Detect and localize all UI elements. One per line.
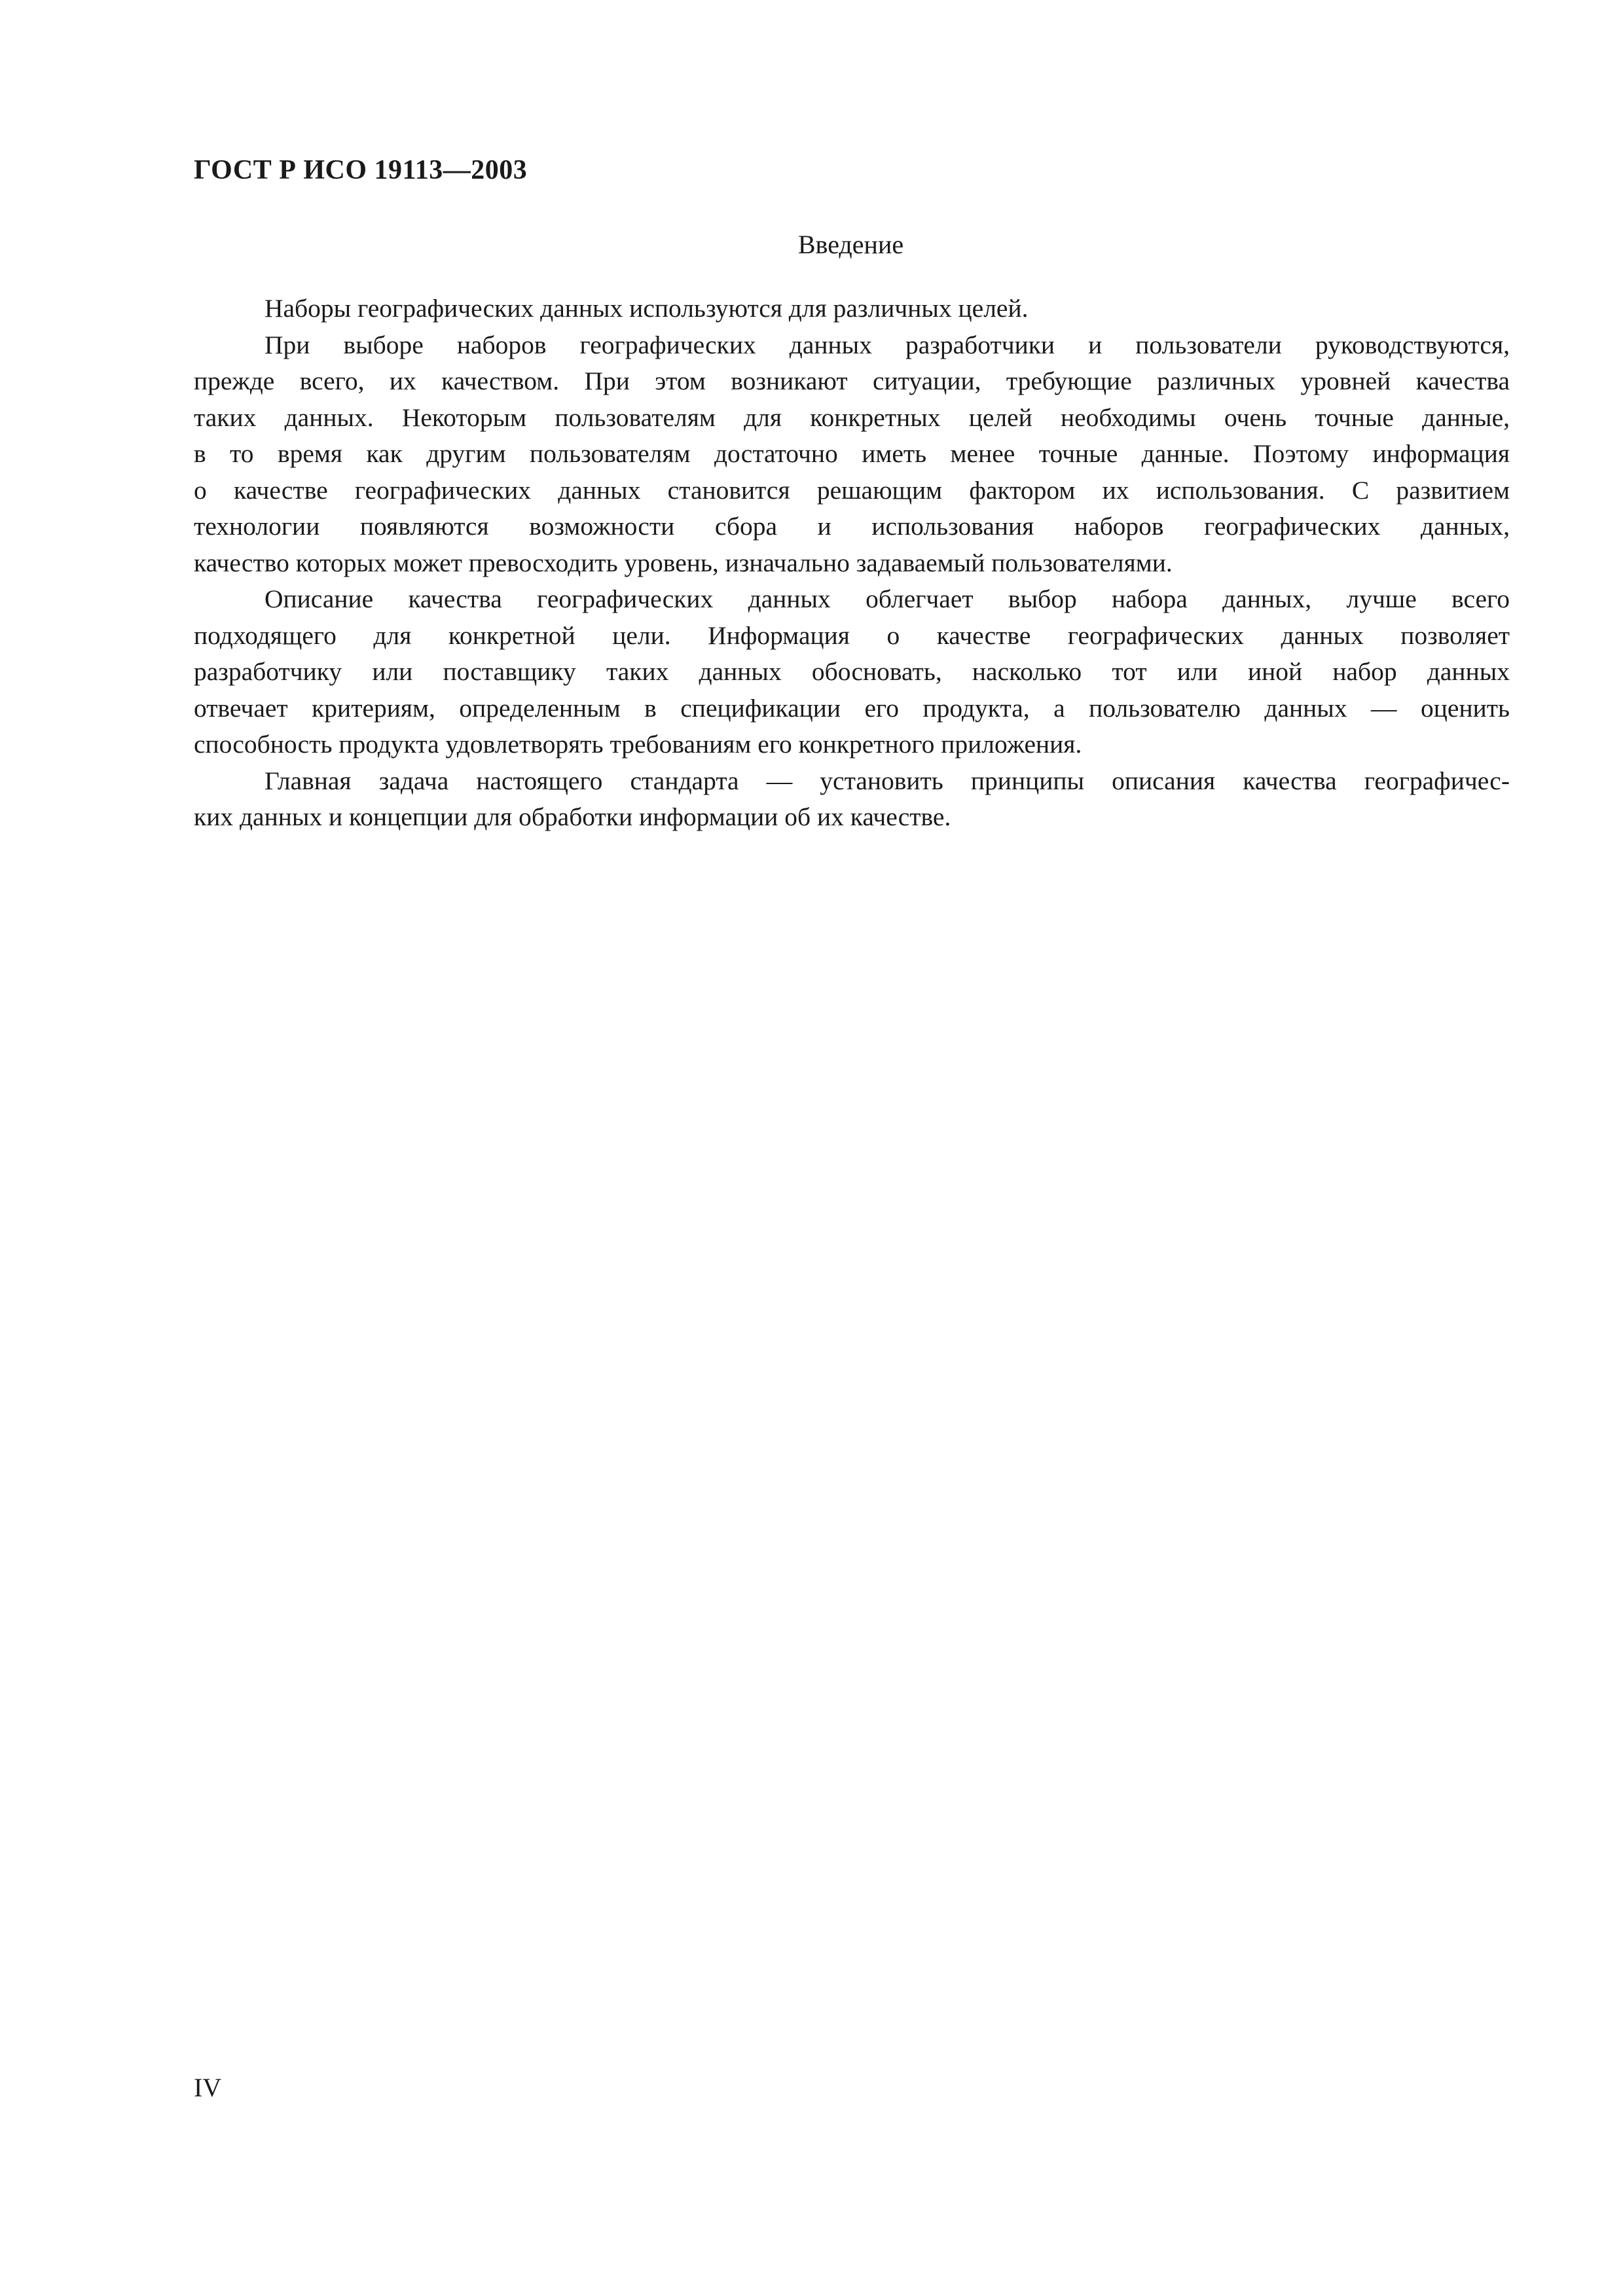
- text-line: При выборе наборов географических данных разработчики и пользователи руководствуются,: [264, 330, 1510, 359]
- body-text: [194, 291, 1510, 836]
- text-line: разработчику или поставщику таких данных обосновать, насколько тот или иной набор данных: [194, 657, 1510, 686]
- text-line: о качестве географических данных становится решающим фактором их использования. С развитием: [194, 475, 1510, 505]
- text-line: подходящего для конкретной цели. Информация о качестве географических данных позволяет: [194, 620, 1510, 650]
- text-line: в то время как другим пользователям достаточно иметь менее точные данные. Поэтому информация: [194, 439, 1510, 468]
- text-line: таких данных. Некоторым пользователям для конкретных целей необходимы очень точные данные,: [194, 403, 1510, 432]
- page-number: IV: [194, 2073, 222, 2102]
- text-line: отвечает критериям, определенным в спецификации его продукта, а пользователю данных — оценить: [194, 693, 1510, 723]
- text-line: способность продукта удовлетворять требованиям его конкретного приложения.: [194, 730, 1082, 759]
- section-title: Введение: [797, 230, 904, 259]
- text-line: ких данных и концепции для обработки информации об их качестве.: [194, 802, 951, 831]
- paragraph-1: [194, 291, 1510, 327]
- paragraph-4: [194, 763, 1510, 836]
- text-line: технологии появляются возможности сбора и использования наборов географических данных,: [194, 512, 1510, 541]
- text-line: Наборы географических данных используются для различных целей.: [264, 294, 1029, 323]
- text-line: Описание качества географических данных облегчает выбор набора данных, лучше всего: [264, 584, 1510, 613]
- paragraph-3: [194, 581, 1510, 763]
- text-line: качество которых может превосходить уровень, изначально задаваемый пользователями.: [194, 548, 1173, 577]
- document-code: ГОСТ Р ИСО 19113—2003: [194, 155, 528, 185]
- text-line: прежде всего, их качеством. При этом возникают ситуации, требующие различных уровней качества: [194, 367, 1510, 395]
- text-line: Главная задача настоящего стандарта — установить принципы описания качества географичес-: [264, 766, 1510, 795]
- paragraph-2: [194, 327, 1510, 582]
